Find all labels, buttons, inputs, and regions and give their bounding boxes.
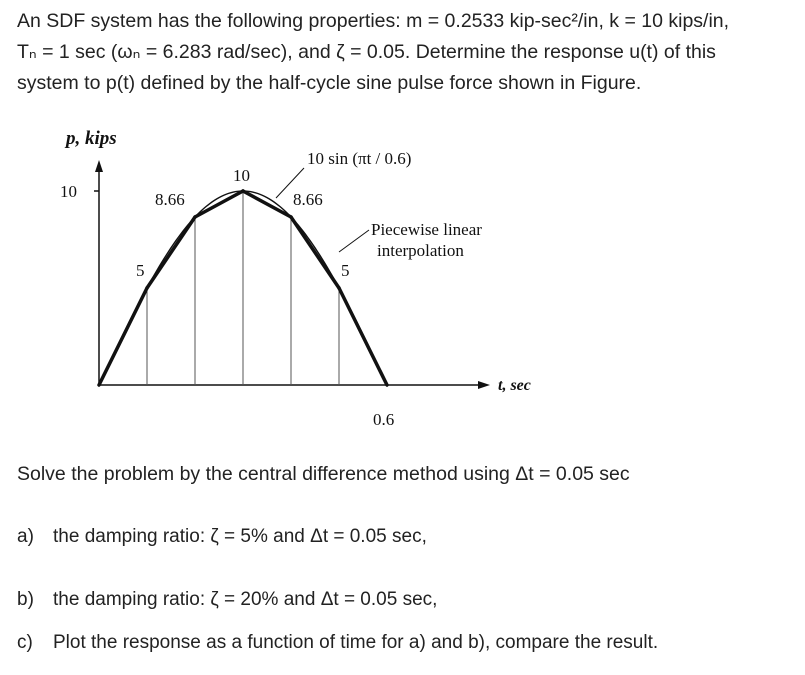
question-c xyxy=(17,628,658,658)
point-label-3: 10 xyxy=(233,166,250,185)
problem-line-2: Tₙ = 1 sec (ωₙ = 6.283 rad/sec), and ζ = 0.05. Determine the response u(t) of this xyxy=(17,41,716,63)
question-a-label: a) xyxy=(17,526,34,547)
interp-segment-6 xyxy=(339,288,387,385)
question-c-label: c) xyxy=(17,632,33,653)
problem-line-1: An SDF system has the following properties: m = 0.2533 kip-sec²/in, k = 10 kips/in, xyxy=(17,10,730,32)
curve-label: 10 sin (πt / 0.6) xyxy=(307,149,412,168)
point-label-4: 8.66 xyxy=(293,190,323,209)
problem-line-3: system to p(t) defined by the half-cycle sine pulse force shown in Figure. xyxy=(17,72,642,94)
question-b-text: the damping ratio: ζ = 20% and Δt = 0.05 sec, xyxy=(53,589,438,610)
x-tick-label: 0.6 xyxy=(373,410,395,429)
interp-label-line-2: interpolation xyxy=(377,241,464,260)
x-axis-arrow xyxy=(478,381,490,389)
interp-segment-4 xyxy=(243,191,291,217)
interp-segment-1 xyxy=(99,288,147,385)
y-tick-label: 10 xyxy=(60,182,77,201)
question-a xyxy=(17,522,427,552)
interp-leader-line xyxy=(339,230,369,252)
solve-instruction: Solve the problem by the central difference method using Δt = 0.05 sec xyxy=(17,463,630,485)
interp-segment-2 xyxy=(147,217,195,288)
y-axis-arrow xyxy=(95,160,103,172)
question-b xyxy=(17,585,437,615)
point-label-2: 8.66 xyxy=(155,190,185,209)
point-label-1: 5 xyxy=(136,261,145,280)
question-b-label: b) xyxy=(17,589,34,610)
question-c-text: Plot the response as a function of time for a) and b), compare the result. xyxy=(53,632,659,653)
point-label-5: 5 xyxy=(341,261,350,280)
y-axis-label: p, kips xyxy=(66,128,117,149)
interp-label-line-1: Piecewise linear xyxy=(371,220,482,239)
interp-segment-5 xyxy=(291,217,339,288)
ordinate-lines xyxy=(147,191,339,385)
interp-segment-3 xyxy=(195,191,243,217)
x-axis-label: t, sec xyxy=(498,377,531,394)
question-a-text: the damping ratio: ζ = 5% and Δt = 0.05 sec, xyxy=(53,526,427,547)
